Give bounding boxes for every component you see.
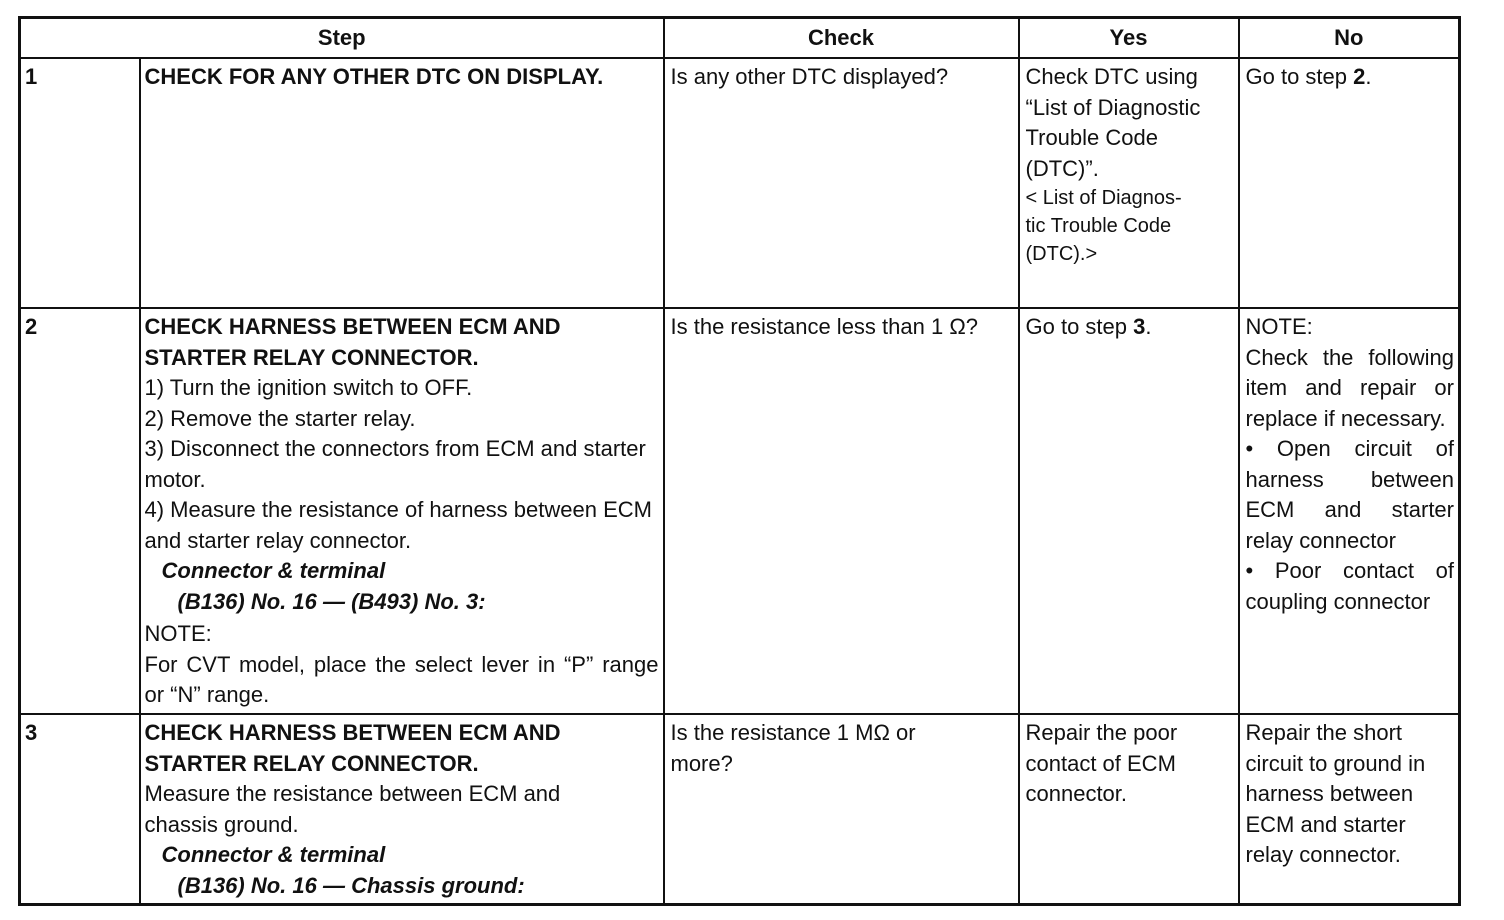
connector-value: (B136) No. 16 — Chassis ground: [177,872,525,898]
no-intro: Check the following item and repair or replace if necessary. [1245,344,1454,431]
table-row [20,58,1460,308]
no-cell [1239,714,1460,904]
note-label: NOTE: [144,621,212,646]
yes-cell [1019,714,1239,904]
yes-cell [1019,308,1239,714]
connector-value: (B136) No. 16 — (B493) No. 3: [177,588,486,614]
connector-label: Connector & terminal [161,558,386,583]
step-title-line: CHECK HARNESS BETWEEN ECM AND [144,314,561,339]
step-number: 3 [20,714,140,904]
no-action: Repair the short circuit to ground in harness between ECM and starter relay connector. [1245,720,1426,867]
no-bullet: • Poor contact of coupling connector [1245,558,1454,614]
step-title-line: STARTER RELAY CONNECTOR. [144,344,479,370]
connector-label: Connector & terminal [161,842,386,867]
no-cell [1239,308,1460,714]
step-title-line: STARTER RELAY CONNECTOR. [144,750,479,776]
header-yes: Yes [1019,18,1239,59]
no-bullet: • Open circuit of harness between ECM and starter relay connector [1245,436,1454,553]
yes-action: Repair the poor contact of ECM connector. [1025,720,1178,806]
check-cell [664,714,1019,904]
no-goto-prefix: Go to step [1245,64,1354,89]
step-instruction: 1) Turn the ignition switch to OFF. [144,375,473,400]
step-cell [140,308,664,714]
step-instruction: 2) Remove the starter relay. [144,405,416,431]
no-note-label: NOTE: [1245,314,1313,339]
yes-cell [1019,58,1239,308]
check-question: Is the resistance 1 MΩ or more? [670,720,916,776]
check-cell [664,308,1019,714]
step-number: 1 [20,58,140,308]
table-row [20,714,1460,904]
step-cell [140,58,664,308]
step-instruction: 4) Measure the resistance of harness between ECM and starter relay connector. [144,497,652,553]
no-cell [1239,58,1460,308]
header-step: Step [20,18,664,59]
header-check: Check [664,18,1019,59]
diagnostic-table [18,16,1461,906]
yes-reference-line: (DTC).> [1025,243,1098,265]
yes-line: Check DTC using [1025,64,1198,89]
no-goto-suffix: . [1365,64,1372,89]
note-text: For CVT model, place the select lever in “P” range or “N” range. [144,651,659,707]
header-no: No [1239,18,1460,59]
step-number: 2 [20,308,140,714]
yes-goto-step: 3 [1133,314,1146,339]
table-header-row [20,18,1460,59]
step-title-line: CHECK HARNESS BETWEEN ECM AND [144,720,561,745]
yes-goto-suffix: . [1145,314,1152,339]
step-cell [140,714,664,904]
no-goto-step: 2 [1353,64,1366,89]
yes-line: (DTC)”. [1025,155,1099,181]
yes-reference-line: tic Trouble Code [1025,215,1172,237]
table-row [20,308,1460,714]
step-instruction: 3) Disconnect the connectors from ECM and starter motor. [144,436,646,492]
yes-line: Trouble Code [1025,125,1158,150]
yes-goto-prefix: Go to step [1025,314,1134,339]
step-instruction: Measure the resistance between ECM and chassis ground. [144,781,561,837]
yes-line: “List of Diagnostic [1025,94,1201,120]
check-question: Is any other DTC displayed? [670,64,949,89]
yes-reference-line: < List of Diagnos- [1025,187,1182,209]
check-cell [664,58,1019,308]
check-question: Is the resistance less than 1 Ω? [670,314,978,339]
step-title: CHECK FOR ANY OTHER DTC ON DISPLAY. [144,64,604,89]
